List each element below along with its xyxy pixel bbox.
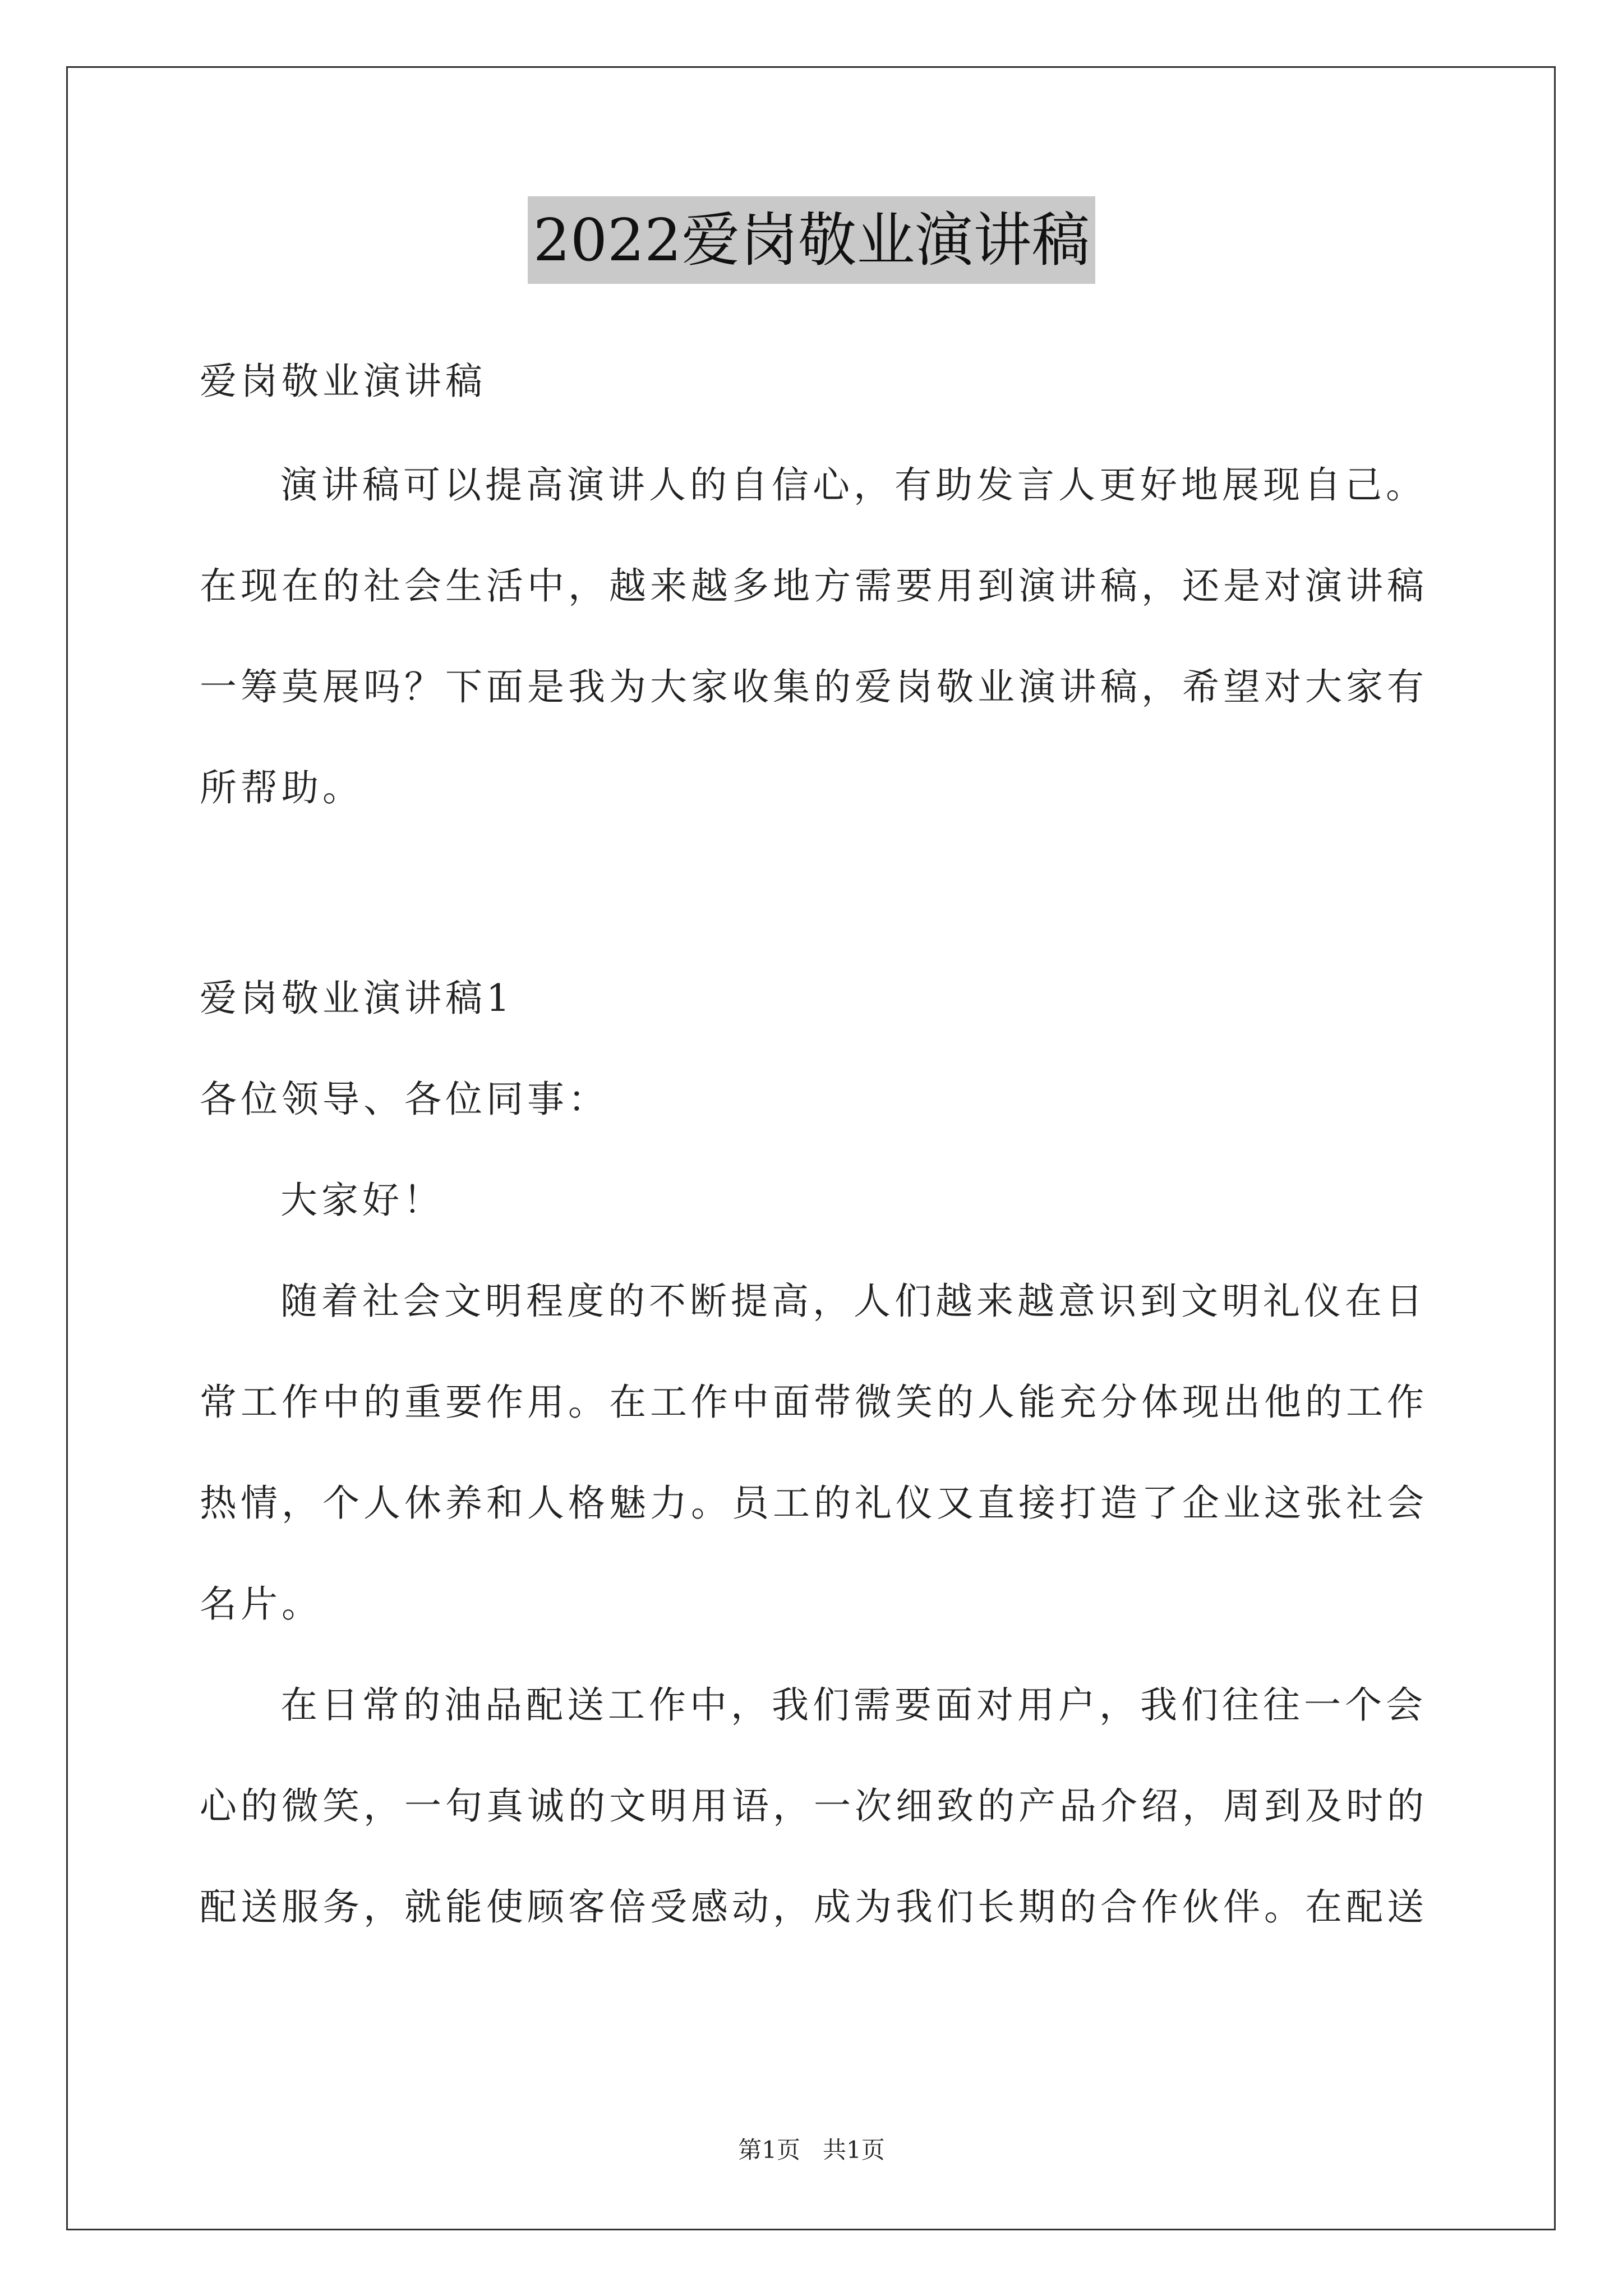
paragraph-line: 热情，个人休养和人格魅力。员工的礼仪又直接打造了企业这张社会 (200, 1481, 1428, 1525)
subtitle-line: 爱岗敬业演讲稿 (200, 360, 486, 403)
paragraph-line: 所帮助。 (200, 766, 363, 809)
paragraph-line: 配送服务，就能使顾客倍受感动，成为我们长期的合作伙伴。在配送 (200, 1885, 1428, 1929)
paragraph-line: 心的微笑，一句真诚的文明用语，一次细致的产品介绍，周到及时的 (200, 1784, 1428, 1828)
paragraph-line: 随着社会文明程度的不断提高，人们越来越意识到文明礼仪在日 (280, 1280, 1427, 1323)
greeting-line: 大家好！ (280, 1179, 444, 1222)
section-heading: 爱岗敬业演讲稿1 (200, 977, 514, 1020)
paragraph-line: 在日常的油品配送工作中，我们需要面对用户，我们往往一个会 (280, 1683, 1427, 1727)
title-container (0, 196, 1623, 284)
paragraph-line: 一筹莫展吗？下面是我为大家收集的爱岗敬业演讲稿，希望对大家有 (200, 665, 1428, 708)
paragraph-line: 在现在的社会生活中，越来越多地方需要用到演讲稿，还是对演讲稿 (200, 564, 1428, 608)
paragraph-line: 演讲稿可以提高演讲人的自信心，有助发言人更好地展现自己。 (280, 463, 1427, 507)
salutation-line: 各位领导、各位同事： (200, 1078, 609, 1121)
paragraph-line: 名片。 (200, 1582, 322, 1626)
page-footer: 第1页 共1页 (738, 2136, 885, 2164)
paragraph-line: 常工作中的重要作用。在工作中面带微笑的人能充分体现出他的工作 (200, 1381, 1428, 1424)
document-title: 2022爱岗敬业演讲稿 (528, 196, 1096, 284)
